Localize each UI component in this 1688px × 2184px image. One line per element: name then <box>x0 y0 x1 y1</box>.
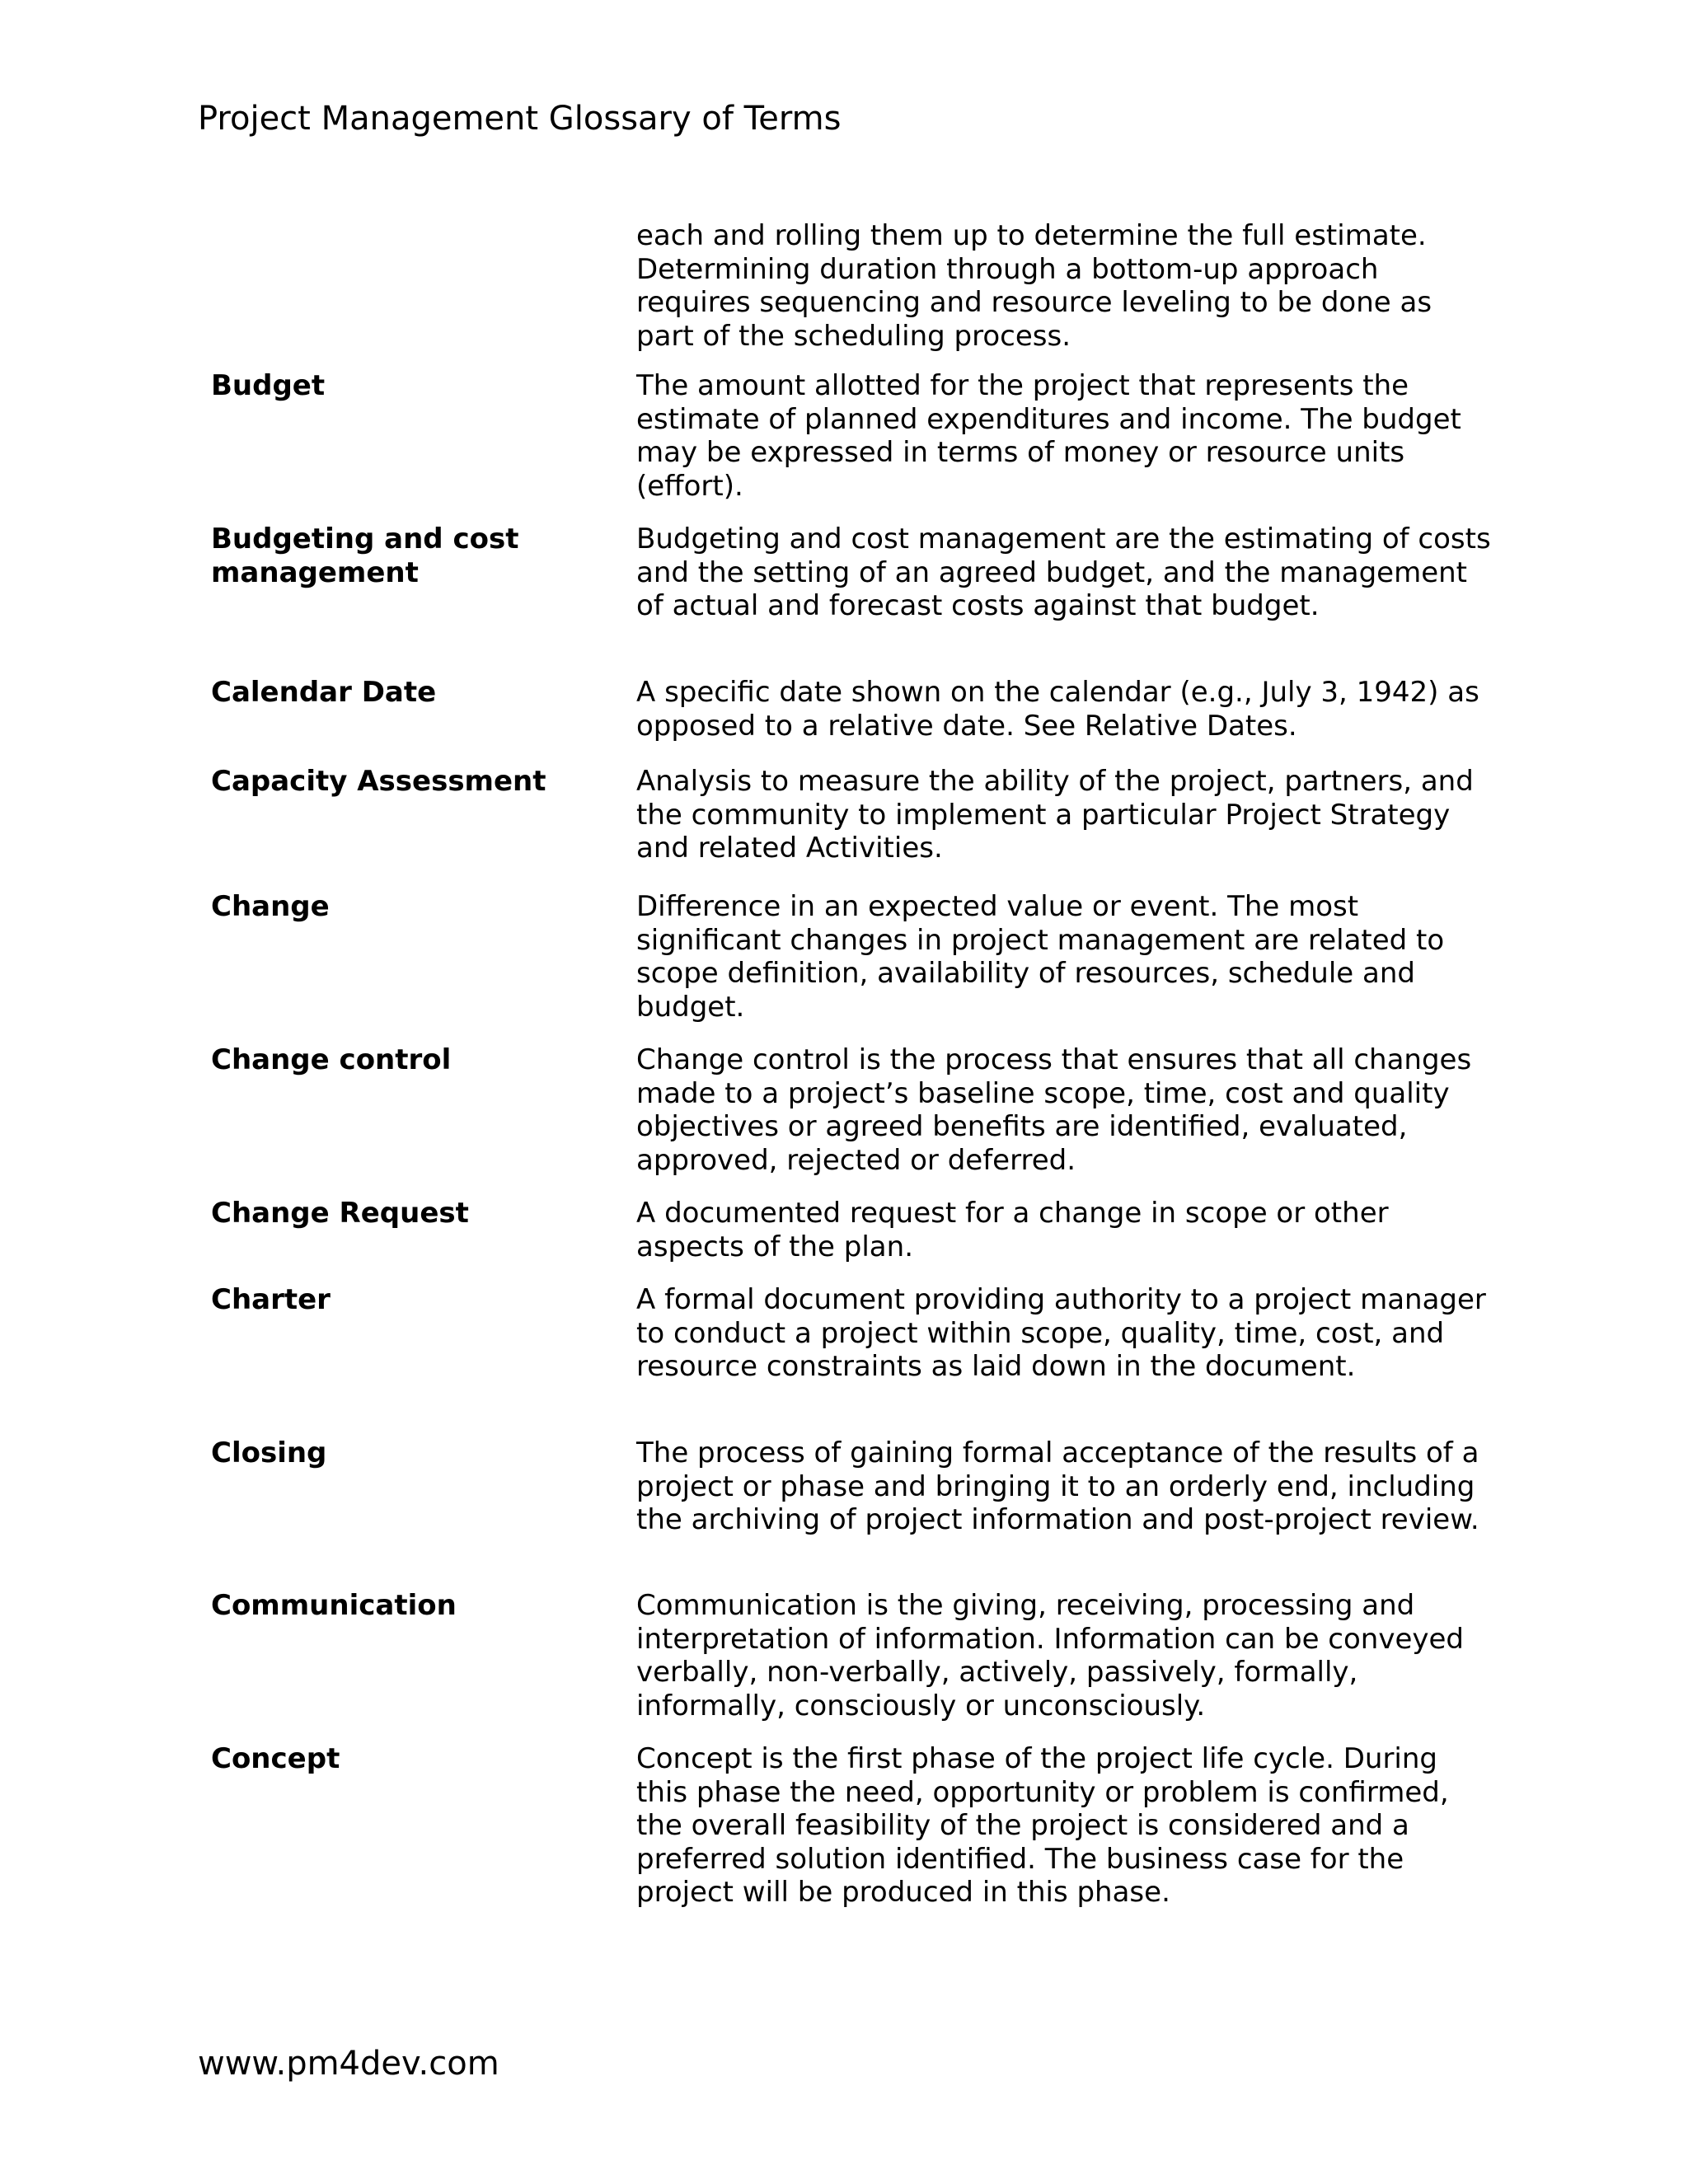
footer-website-link[interactable]: www.pm4dev.com <box>198 2045 499 2083</box>
glossary-term: Budget <box>211 369 326 402</box>
glossary-definition: The process of gaining formal acceptance of the results of a project or phase and bringing it to an orderly end, including the archiving of project information and post-project review. <box>636 1436 1479 1536</box>
continued-definition: each and rolling them up to determine the full estimate. Determining duration through a bottom-up approach requires sequencing and resource leveling to be done as part of the scheduling process. <box>636 219 1432 353</box>
glossary-term: Calendar Date <box>211 676 437 709</box>
glossary-definition: The amount allotted for the project that represents the estimate of planned expenditures and income. The budget may be expressed in terms of money or resource units (effort). <box>636 369 1461 503</box>
glossary-definition: Communication is the giving, receiving, processing and interpretation of information. Information can be conveyed verbally, non-verbally, actively, passively, formally, informally, consciously or unconsciously. <box>636 1589 1464 1722</box>
glossary-definition: Difference in an expected value or event. The most significant changes in project management are related to scope definition, availability of resources, schedule and budget. <box>636 890 1445 1024</box>
glossary-term: Capacity Assessment <box>211 765 546 798</box>
glossary-term: Communication <box>211 1589 457 1622</box>
glossary-definition: Change control is the process that ensures that all changes made to a project’s baseline scope, time, cost and quality objectives or agreed benefits are identified, evaluated, approved, rejected or deferred. <box>636 1043 1472 1177</box>
glossary-term: Closing <box>211 1436 327 1469</box>
glossary-term: Concept <box>211 1742 340 1775</box>
glossary-definition: Concept is the first phase of the project life cycle. During this phase the need, opportunity or problem is confirmed, the overall feasibility of the project is considered and a preferred solution identified. The business case for the project will be produced in this phase. <box>636 1742 1449 1909</box>
glossary-term: Change <box>211 890 330 923</box>
glossary-term: Change Request <box>211 1197 469 1230</box>
glossary-term: Charter <box>211 1283 331 1316</box>
glossary-definition: A documented request for a change in scope or other aspects of the plan. <box>636 1197 1389 1263</box>
glossary-definition: A formal document providing authority to a project manager to conduct a project within scope, quality, time, cost, and resource constraints as laid down in the document. <box>636 1283 1486 1383</box>
glossary-term: Budgeting and cost management <box>211 523 519 589</box>
glossary-term: Change control <box>211 1043 452 1076</box>
glossary-definition: Analysis to measure the ability of the project, partners, and the community to implement a particular Project Strategy and related Activities. <box>636 765 1474 865</box>
glossary-definition: Budgeting and cost management are the estimating of costs and the setting of an agreed budget, and the management of actual and forecast costs against that budget. <box>636 523 1491 622</box>
glossary-definition: A specific date shown on the calendar (e.g., July 3, 1942) as opposed to a relative date. See Relative Dates. <box>636 676 1479 743</box>
page-header-title: Project Management Glossary of Terms <box>198 100 842 138</box>
